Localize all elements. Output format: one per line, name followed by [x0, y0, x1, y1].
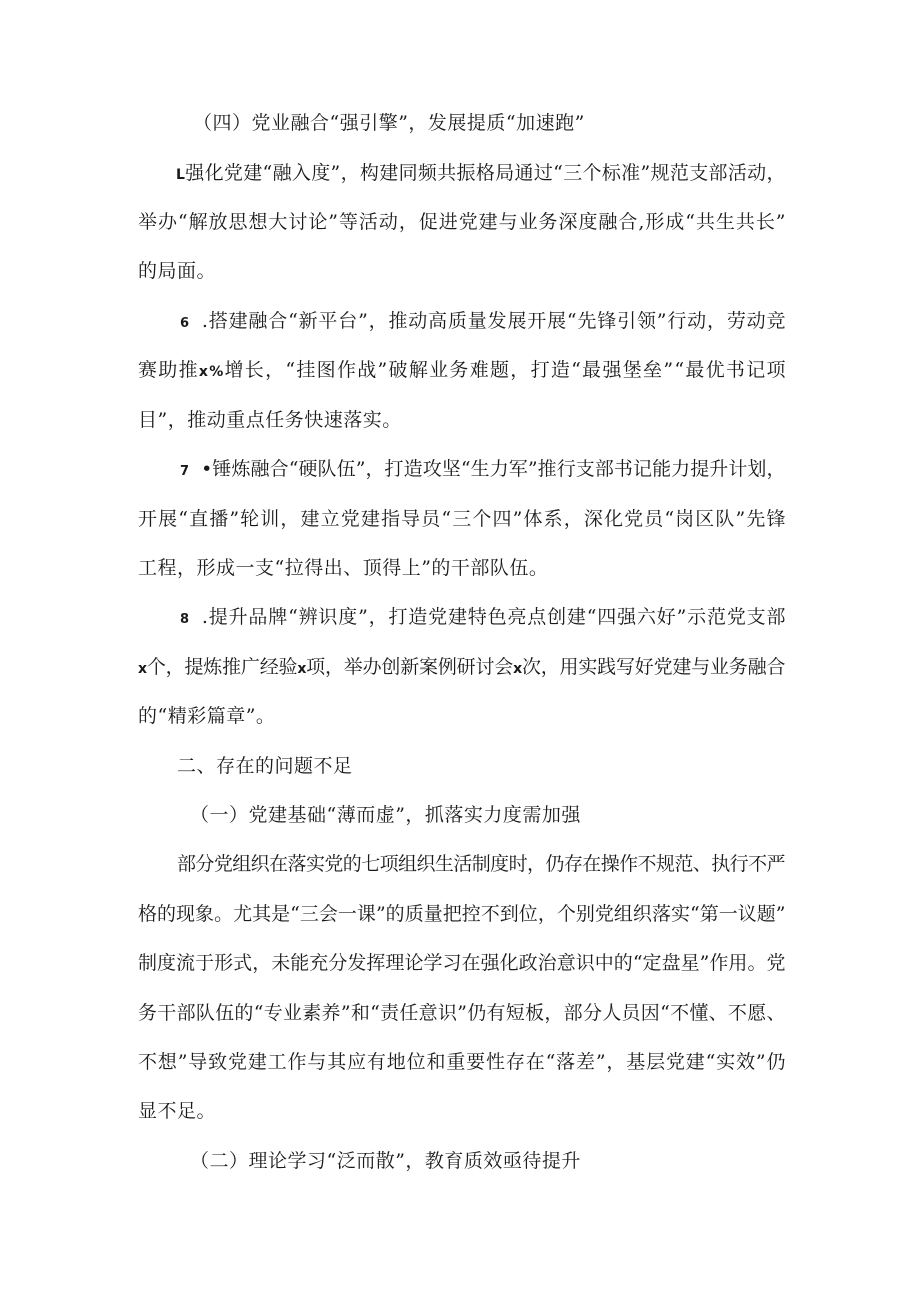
text-line: [138, 704, 275, 728]
list-number: 8: [180, 612, 190, 627]
line-text: 的局面。: [138, 260, 217, 282]
line-text: 次，用实践写好党建与业务融合: [521, 656, 786, 678]
text-line: [190, 803, 581, 827]
line-text: 部分党组织在落实党的七项组织生活制度时，仍存在操作不规范、执行不严: [177, 853, 785, 875]
placeholder-x: x: [297, 661, 307, 677]
text-line: [138, 1001, 786, 1025]
line-text: 格的现象。尤其是“三会一课”的质量把控不到位，个别党组织落实“第一议题”: [138, 903, 786, 925]
list-number: 7: [180, 464, 190, 479]
line-text: 务干部队伍的“专业素养”和“责任意识”仍有短板，部分人员因“不懂、不愿、: [138, 1002, 786, 1024]
text-line: [180, 309, 786, 336]
text-line: [176, 161, 786, 187]
text-line: [138, 408, 402, 432]
text-line: [180, 605, 786, 632]
line-text: （一）党建基础“薄而虚”，抓落实力度需加强: [190, 804, 581, 826]
text-line: [138, 210, 786, 234]
list-number: L: [176, 167, 186, 183]
text-line: [193, 111, 585, 135]
text-line: [138, 655, 785, 681]
line-text: 工程，形成一支“拉得出、顶得上”的干部队伍。: [138, 557, 549, 579]
line-text: 显不足。: [138, 1100, 217, 1122]
list-number: 6: [180, 316, 190, 331]
text-line: [180, 457, 786, 484]
text-line: [190, 1149, 581, 1173]
text-line: [138, 556, 548, 580]
text-line: [138, 902, 786, 926]
text-line: [138, 358, 787, 384]
line-text: 二、存在的问题不足: [177, 755, 353, 777]
line-text: 的“精彩篇章”。: [138, 705, 276, 727]
line-text: 个，提炼推广经验: [146, 656, 298, 678]
line-text: •锤炼融合“硬队伍”，打造攻坚“生力军”推行支部书记能力提升计划，: [201, 458, 786, 480]
text-line: [177, 852, 785, 876]
text-line: [138, 507, 787, 531]
line-text: .提升品牌“辨识度”，打造党建特色亮点创建“四强六好”示范党支部: [201, 606, 787, 628]
line-text: （四）党业融合“强引擎”，发展提质“加速跑”: [193, 112, 585, 134]
line-text: 赛助推: [138, 359, 199, 381]
text-line: [138, 951, 786, 975]
text-line: [138, 259, 216, 283]
line-text: 制度流于形式，未能充分发挥理论学习在强化政治意识中的“定盘星”作用。党: [138, 952, 786, 974]
placeholder-x: x%: [198, 364, 225, 380]
line-text: 项，举办创新案例研讨会: [306, 656, 514, 678]
line-text: （二）理论学习“泛而散”，教育质效亟待提升: [190, 1150, 581, 1172]
line-text: .搭建融合“新平台”，推动高质量发展开展“先锋引领”行动，劳动竞: [201, 310, 787, 332]
line-text: 不想”导致党建工作与其应有地位和重要性存在“落差”，基层党建“实效”仍: [138, 1051, 787, 1073]
line-text: 开展“直播”轮训，建立党建指导员“三个四”体系，深化党员“岗区队”先锋: [138, 508, 787, 530]
placeholder-x: x: [138, 661, 147, 677]
text-line: [138, 1050, 786, 1074]
line-text: 目”，推动重点任务快速落实。: [138, 409, 402, 431]
placeholder-x: x: [513, 661, 522, 677]
text-line: [177, 754, 353, 778]
line-text: 强化党建“融入度”，构建同频共振格局通过“三个标准”规范支部活动，: [185, 162, 786, 184]
line-text: 增长，“挂图作战”破解业务难题，打造“最强堡垒”“最优书记项: [224, 359, 787, 381]
line-text: 举办“解放思想大讨论”等活动，促进党建与业务深度融合,形成“共生共长”: [138, 211, 787, 233]
text-line: [138, 1099, 216, 1123]
